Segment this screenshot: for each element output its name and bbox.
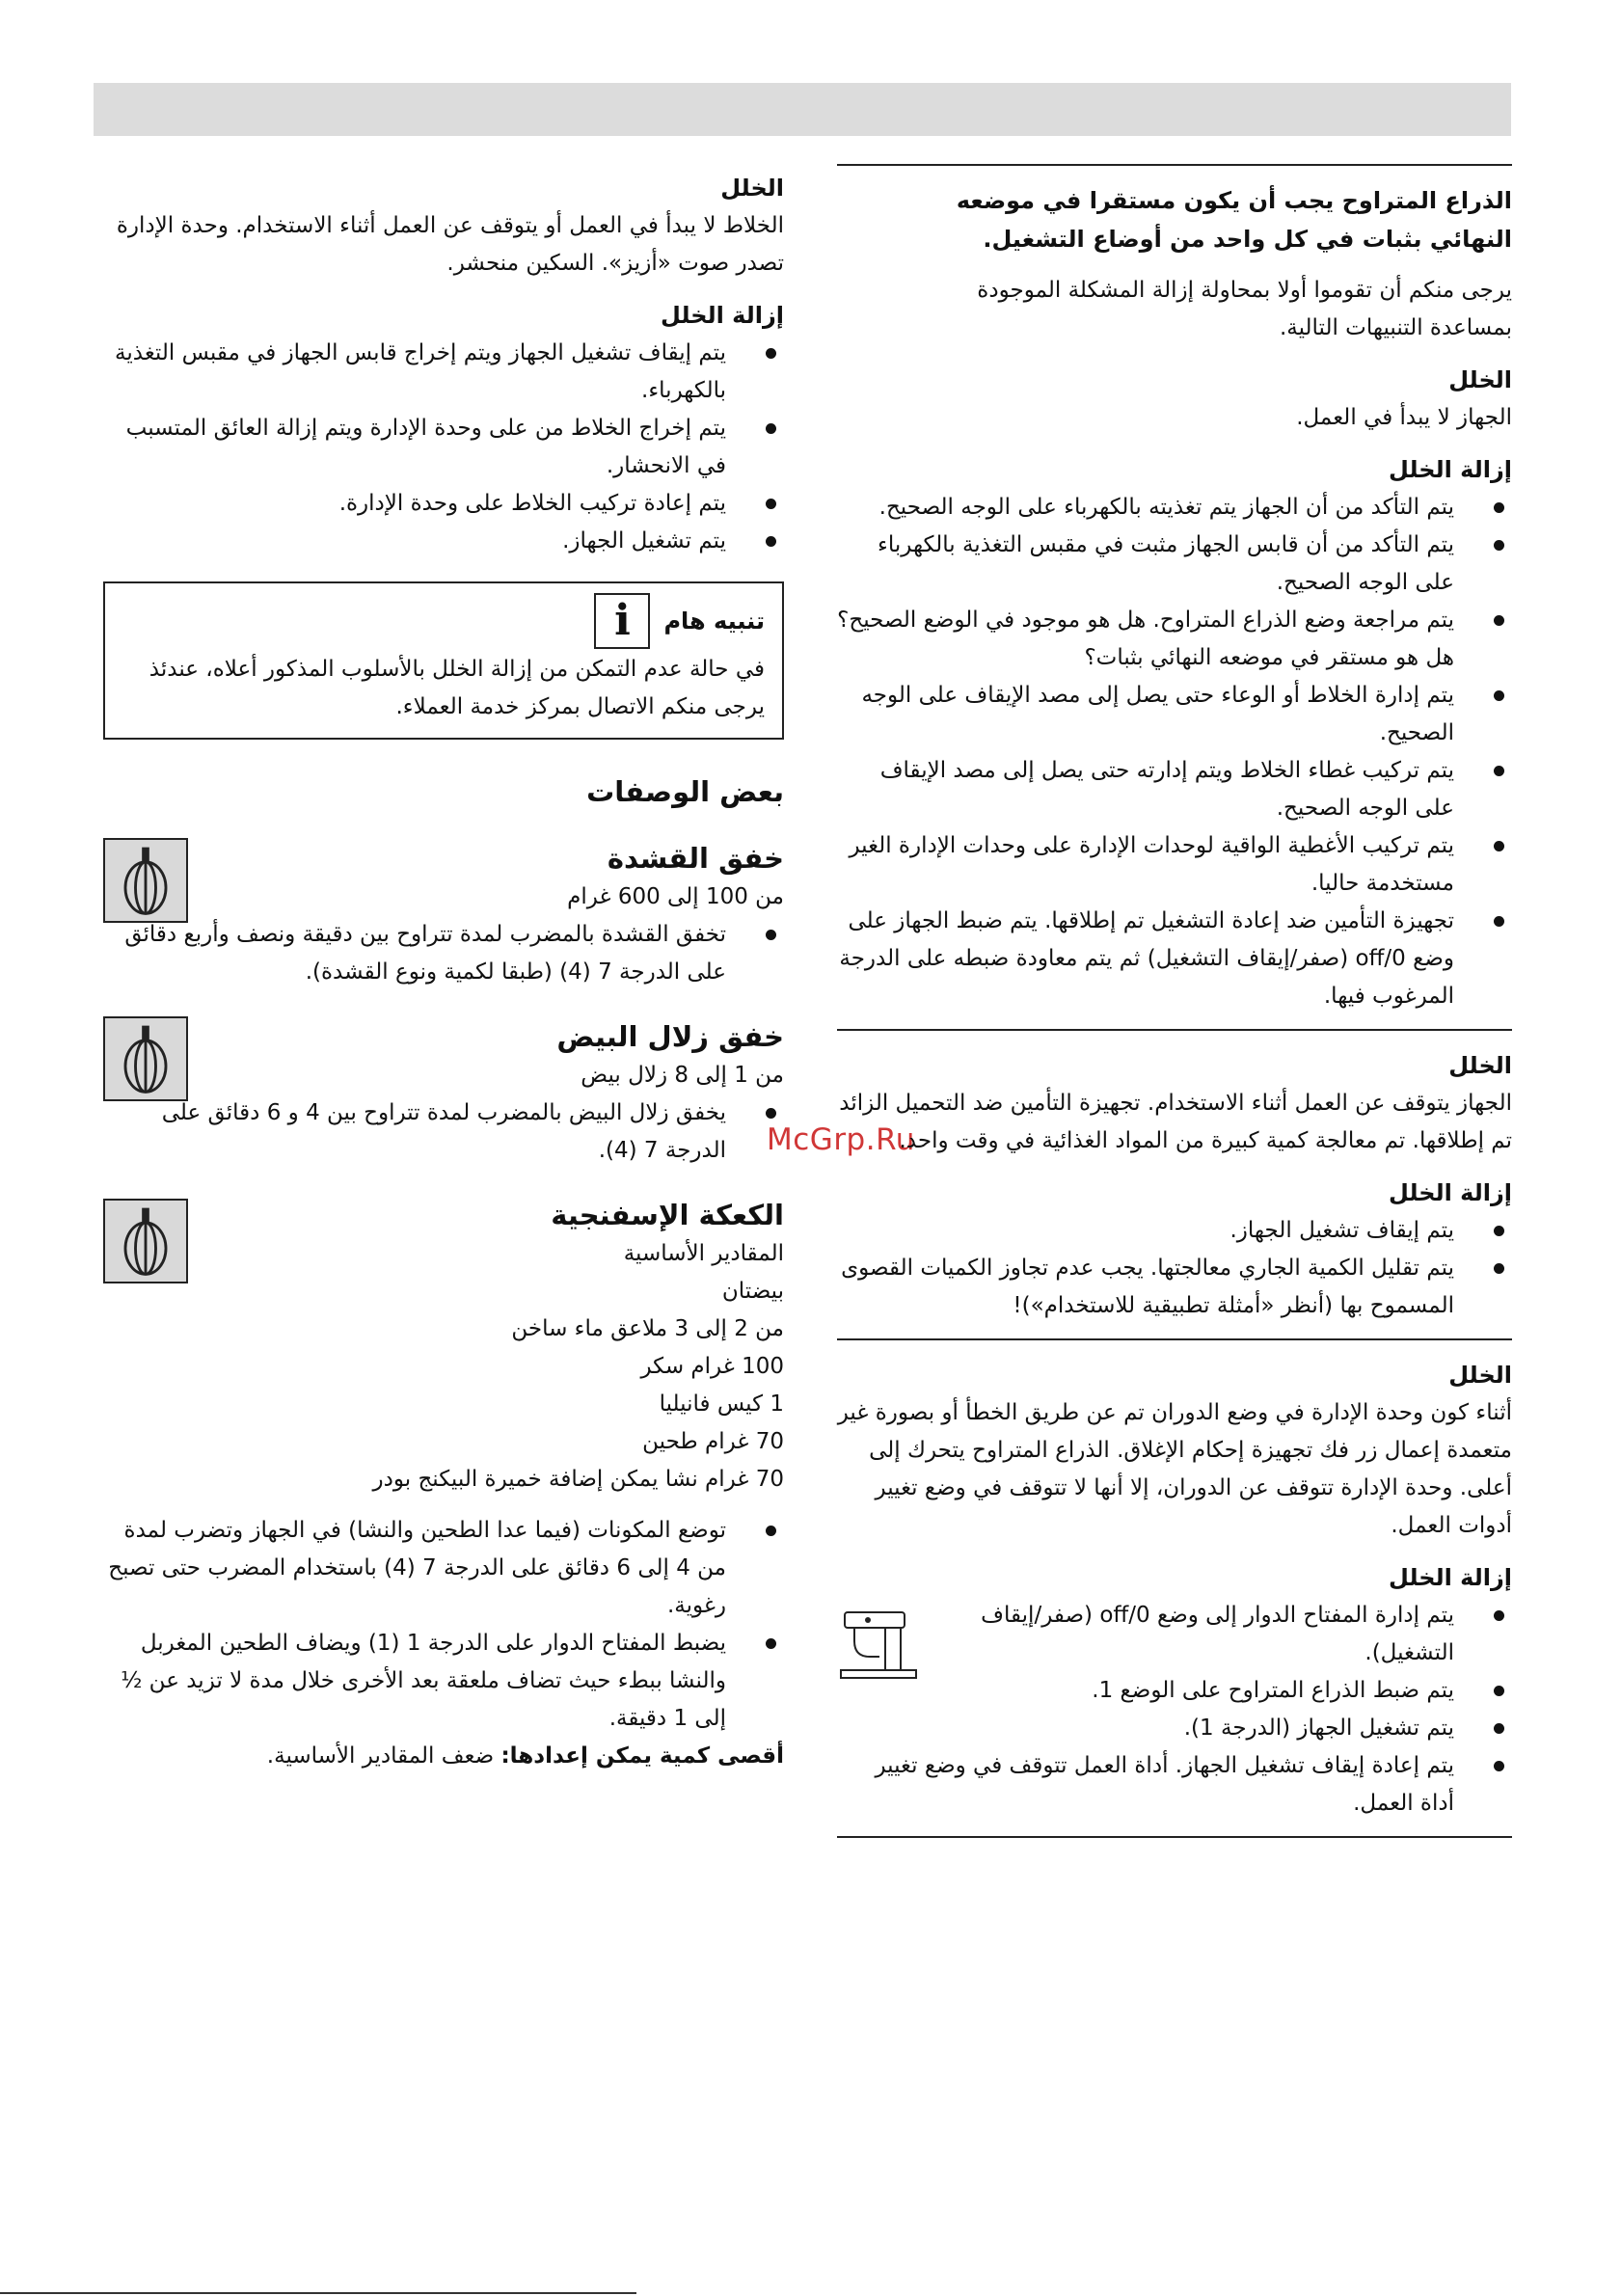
list-item: يضبط المفتاح الدوار على الدرجة 1 (1) ويضاف الطحين المغربل والنشا ببطء حيث تضاف ملعقة بعد الأخرى خلال مدة لا تزيد عن ½ إلى 1 دقيقة. bbox=[103, 1625, 784, 1738]
recipe-title: خفق زلال البيض bbox=[556, 1020, 784, 1053]
list-item: يتم مراجعة وضع الذراع المتراوح. هل هو موجود في الوضع الصحيح؟ هل هو مستقر في موضعه النهائي بثبات؟ bbox=[837, 602, 1512, 677]
recipe-sponge-cake bbox=[103, 1195, 784, 1775]
divider bbox=[837, 1338, 1512, 1340]
ingredient: المقادير الأساسية bbox=[623, 1241, 784, 1266]
ingredient: بيضتان bbox=[721, 1279, 784, 1304]
intro-text: يرجى منكم أن تقوموا أولا بمحاولة إزالة المشكلة الموجودة بمساعدة التنبيهات التالية. bbox=[977, 278, 1512, 340]
recipe-steps bbox=[103, 1512, 784, 1738]
list-item: يتم ضبط الذراع المتراوح على الوضع 1. bbox=[837, 1672, 1512, 1710]
fix-label: إزالة الخلل bbox=[1389, 456, 1512, 483]
fix-label: إزالة الخلل bbox=[1389, 1179, 1512, 1206]
list-item: يتم التأكد من أن قابس الجهاز مثبت في مقبس التغذية بالكهرباء على الوجه الصحيح. bbox=[837, 527, 1512, 602]
recipe-cream bbox=[103, 838, 784, 991]
recipe-quantity: من 100 إلى 600 غرام bbox=[567, 884, 784, 909]
left-column bbox=[103, 169, 784, 1775]
list-item: يخفق زلال البيض بالمضرب لمدة تتراوح بين 4 و 6 دقائق على الدرجة 7 (4). bbox=[103, 1094, 784, 1170]
list-item: يتم تركيب غطاء الخلاط ويتم إدارته حتى يصل إلى مصد الإيقاف على الوجه الصحيح. bbox=[837, 752, 1512, 827]
list-item: يتم إيقاف تشغيل الجهاز ويتم إخراج قابس الجهاز في مقبس التغذية بالكهرباء. bbox=[103, 335, 784, 410]
whisk-icon bbox=[103, 1199, 188, 1283]
info-icon: i bbox=[594, 593, 650, 649]
footer-line bbox=[0, 2292, 636, 2294]
header-bar bbox=[94, 83, 1511, 136]
list-item: يتم تقليل الكمية الجاري معالجتها. يجب عدم تجاوز الكميات القصوى المسموح بها (أنظر «أمثلة تطبيقية للاستخدام»)! bbox=[837, 1250, 1512, 1325]
whisk-icon bbox=[103, 838, 188, 923]
ingredient: 70 غرام نشا يمكن إضافة خميرة البيكنج بودر bbox=[372, 1467, 784, 1492]
fault-text: الخلاط لا يبدأ في العمل أو يتوقف عن العمل أثناء الاستخدام. وحدة الإدارة تصدر صوت «أزيز». السكين منحشر. bbox=[116, 213, 784, 276]
fault-label: الخلل bbox=[1448, 1052, 1512, 1079]
ingredient: 100 غرام سكر bbox=[640, 1354, 784, 1379]
recipe-title: خفق القشدة bbox=[607, 842, 784, 875]
list-item: يتم إدارة الخلاط أو الوعاء حتى يصل إلى مصد الإيقاف على الوجه الصحيح. bbox=[837, 677, 1512, 752]
fault-text: الجهاز لا يبدأ في العمل. bbox=[1296, 405, 1512, 430]
fix-list bbox=[837, 1597, 1512, 1823]
divider bbox=[837, 1029, 1512, 1031]
list-item: تخفق القشدة بالمضرب لمدة تتراوح بين دقيقة ونصف وأربع دقائق على الدرجة 7 (4) (طبقا لكمية ونوع القشدة). bbox=[103, 916, 784, 991]
fix-label: إزالة الخلل bbox=[1389, 1564, 1512, 1591]
list-item: توضع المكونات (فيما عدا الطحين والنشا) في الجهاز وتضرب لمدة من 4 إلى 6 دقائق على الدرجة 7 (4) باستخدام المضرب حتى تصبح رغوية. bbox=[103, 1512, 784, 1625]
list-item: يتم تشغيل الجهاز (الدرجة 1). bbox=[837, 1710, 1512, 1747]
list-item: يتم إيقاف تشغيل الجهاز. bbox=[837, 1212, 1512, 1250]
recipes-title: بعض الوصفات bbox=[586, 775, 784, 808]
ingredient: 70 غرام طحين bbox=[642, 1429, 784, 1454]
whisk-icon bbox=[103, 1016, 188, 1101]
list-item: يتم إخراج الخلاط من على وحدة الإدارة ويتم إزالة العائق المتسبب في الانحشار. bbox=[103, 410, 784, 485]
list-item: يتم تشغيل الجهاز. bbox=[103, 523, 784, 560]
divider bbox=[837, 164, 1512, 166]
watermark: McGrp.Ru bbox=[767, 1122, 915, 1157]
recipe-steps bbox=[103, 1094, 784, 1170]
fault-text: الجهاز يتوقف عن العمل أثناء الاستخدام. تجهيزة التأمين ضد التحميل الزائد تم إطلاقها. تم معالجة كمية كبيرة من المواد الغذائية في وقت واحد. bbox=[839, 1091, 1512, 1153]
max-quantity: أقصى كمية يمكن إعدادها: ضعف المقادير الأساسية. bbox=[266, 1743, 784, 1769]
list-item: يتم إعادة إيقاف تشغيل الجهاز. أداة العمل تتوقف في وضع تغيير أداة العمل. bbox=[837, 1747, 1512, 1823]
recipe-title: الكعكة الإسفنجية bbox=[551, 1199, 784, 1231]
recipe-steps bbox=[103, 916, 784, 991]
list-item: يتم التأكد من أن الجهاز يتم تغذيته بالكهرباء على الوجه الصحيح. bbox=[837, 489, 1512, 527]
notice-text: في حالة عدم التمكن من إزالة الخلل بالأسلوب المذكور أعلاه، عندئذ يرجى منكم الاتصال بمركز خدمة العملاء. bbox=[149, 657, 765, 719]
recipe-quantity: من 1 إلى 8 زلال بيض bbox=[581, 1063, 784, 1088]
list-item: يتم تركيب الأغطية الواقية لوحدات الإدارة على وحدات الإدارة الغير مستخدمة حاليا. bbox=[837, 827, 1512, 903]
recipe-egg-whites bbox=[103, 1016, 784, 1170]
list-item: تجهيزة التأمين ضد إعادة التشغيل تم إطلاقها. يتم ضبط الجهاز على وضع off/0 (صفر/إيقاف التشغيل) ثم يتم معاودة ضبطه على الدرجة المرغوب فيها. bbox=[837, 903, 1512, 1015]
ingredient: من 2 إلى 3 ملاعق ماء ساخن bbox=[511, 1316, 784, 1341]
fix-label: إزالة الخلل bbox=[661, 302, 784, 329]
list-item: يتم إعادة تركيب الخلاط على وحدة الإدارة. bbox=[103, 485, 784, 523]
notice-title: تنبيه هام bbox=[663, 608, 765, 635]
list-item: يتم إدارة المفتاح الدوار إلى وضع off/0 (صفر/إيقاف التشغيل). bbox=[933, 1597, 1512, 1672]
fault-label: الخلل bbox=[1448, 366, 1512, 393]
fix-list bbox=[837, 489, 1512, 1015]
fault-label: الخلل bbox=[1448, 1362, 1512, 1389]
fix-list bbox=[103, 335, 784, 560]
fix-list bbox=[837, 1212, 1512, 1325]
intro-title: الذراع المتراوح يجب أن يكون مستقرا في موضعه النهائي بثبات في كل واحد من أوضاع التشغيل. bbox=[956, 187, 1512, 253]
notice-box bbox=[103, 581, 784, 740]
right-column bbox=[837, 164, 1512, 1853]
ingredient: 1 كيس فانيليا bbox=[659, 1391, 784, 1417]
fault-text: أثناء كون وحدة الإدارة في وضع الدوران تم عن طريق الخطأ أو بصورة غير متعمدة إعمال زر فك تجهيزة إحكام الإغلاق. الذراع المتراوح يتحرك إلى أعلى. وحدة الإدارة تتوقف عن الدوران، إلا أنها لا تتوقف في وضع تغيير أدوات العمل. bbox=[837, 1400, 1512, 1538]
divider bbox=[837, 1836, 1512, 1838]
fault-label: الخلل bbox=[720, 175, 784, 202]
